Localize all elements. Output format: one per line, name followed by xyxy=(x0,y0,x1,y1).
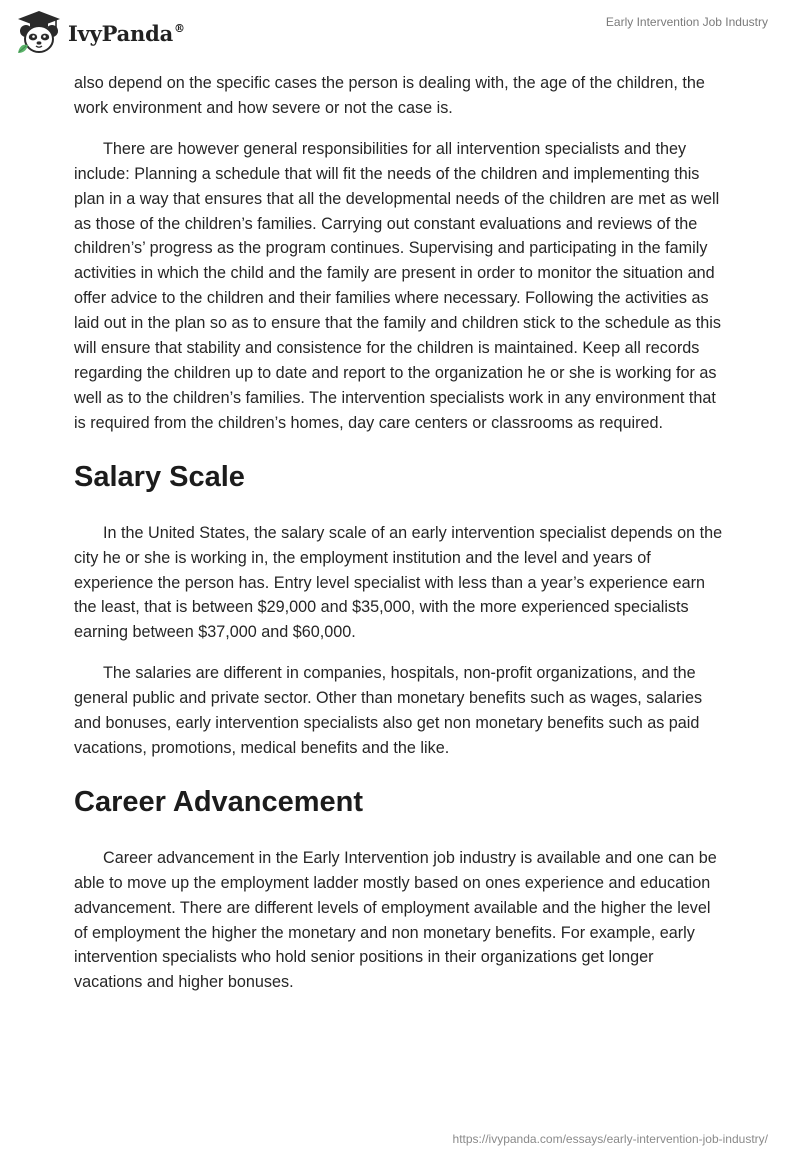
panda-graduate-icon xyxy=(14,9,64,57)
brand-name: IvyPanda® xyxy=(68,20,185,46)
ivypanda-logo[interactable] xyxy=(14,8,194,58)
paragraph-salary-2: The salaries are different in companies, hospitals, non-profit organizations, and the general public and private sector. Other than monetary benefits such as wages, salaries and bonuses, early intervention specialists also get non monetary benefits such as paid vacations, promotions, medical benefits and the like. xyxy=(74,664,703,757)
heading-salary-scale: Salary Scale xyxy=(74,460,245,493)
essay-content xyxy=(74,71,726,995)
paragraph-career: Career advancement in the Early Intervention job industry is available and one can be able to move up the employment ladder mostly based on ones experience and education advancement. There are different levels of employment available and the higher the level of employment the higher the monetary and non monetary benefits. For example, early intervention specialists who hold senior positions in their organizations get longer vacations and higher bonuses. xyxy=(74,848,717,992)
document-title: Early Intervention Job Industry xyxy=(605,15,768,29)
registered-mark: ® xyxy=(174,21,185,35)
paragraph-salary-1: In the United States, the salary scale of an early intervention specialist depends on the city he or she is working in, the employment institution and the level and years of experience the person has. Entry level specialist with less than a year’s experience earn the least, that is between $29,000 and $35,000, with the more experienced specialists earning between $37,000 and $60,000. xyxy=(74,523,723,642)
page-header xyxy=(0,0,800,70)
paragraph-responsibilities: There are however general responsibilities for all intervention specialists and they include: Planning a schedule that will fit the needs of the children and implementing this plan in a way that ensures that all the developmental needs of the children are met as well as those of the children’s families. Carrying out constant evaluations and reviews of the children’s’ progress as the program continues. Supervising and participating in the family activities in which the child and the family are present in order to monitor the situation and offer advice to the children and their families where necessary. Following the activities as laid out in the plan so as to ensure that the family and children stick to the schedule as this will ensure that stability and consistence for the children is maintained. Keep all records regarding the children up to date and report to the organization he or she is working for as well as to the children’s families. The intervention specialists work in any environment that is required from the children’s homes, day care centers or classrooms as required. xyxy=(74,139,721,432)
heading-career-advancement: Career Advancement xyxy=(74,785,364,818)
paragraph-continuation: also depend on the specific cases the person is dealing with, the age of the children, the work environment and how severe or not the case is. xyxy=(74,74,705,117)
source-url[interactable]: https://ivypanda.com/essays/early-intervention-job-industry/ xyxy=(452,1132,768,1146)
